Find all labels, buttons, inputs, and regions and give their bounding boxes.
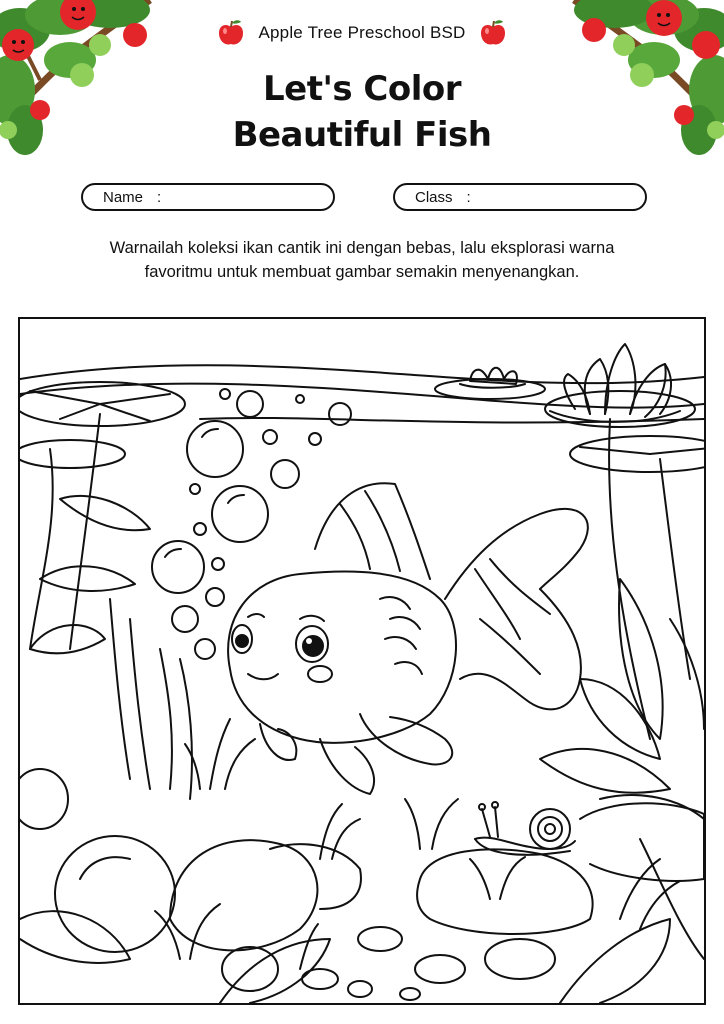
lotus-flower-small bbox=[460, 368, 525, 388]
seaweed-right bbox=[540, 459, 704, 819]
lily-pad-right bbox=[570, 436, 704, 472]
name-field[interactable] bbox=[81, 183, 335, 211]
class-colon: : bbox=[466, 188, 471, 206]
class-label: Class bbox=[415, 188, 453, 206]
name-label: Name bbox=[103, 188, 144, 206]
bottom-leaves bbox=[20, 839, 704, 1003]
class-field[interactable] bbox=[393, 183, 647, 211]
school-header bbox=[0, 18, 724, 48]
lily-pad-left bbox=[20, 382, 185, 468]
instructions-line-2: favoritmu untuk membuat gambar semakin menyenangkan. bbox=[144, 263, 580, 281]
title-line-1: Let's Color bbox=[262, 69, 462, 109]
page-title bbox=[0, 66, 724, 158]
water-surface-line bbox=[20, 365, 704, 383]
rocks bbox=[20, 769, 704, 1000]
goldfish bbox=[228, 483, 588, 794]
seaweed-left bbox=[30, 414, 192, 799]
apple-icon bbox=[478, 18, 508, 48]
snail bbox=[475, 802, 575, 855]
grass-tufts bbox=[155, 719, 680, 969]
name-colon: : bbox=[157, 188, 162, 206]
instructions-line-1: Warnailah koleksi ikan cantik ini dengan bebas, lalu eksplorasi warna bbox=[109, 239, 615, 257]
school-name: Apple Tree Preschool BSD bbox=[258, 23, 466, 42]
title-line-2: Beautiful Fish bbox=[232, 115, 492, 155]
instructions bbox=[40, 236, 684, 284]
coloring-illustration bbox=[18, 317, 706, 1005]
apple-icon bbox=[216, 18, 246, 48]
